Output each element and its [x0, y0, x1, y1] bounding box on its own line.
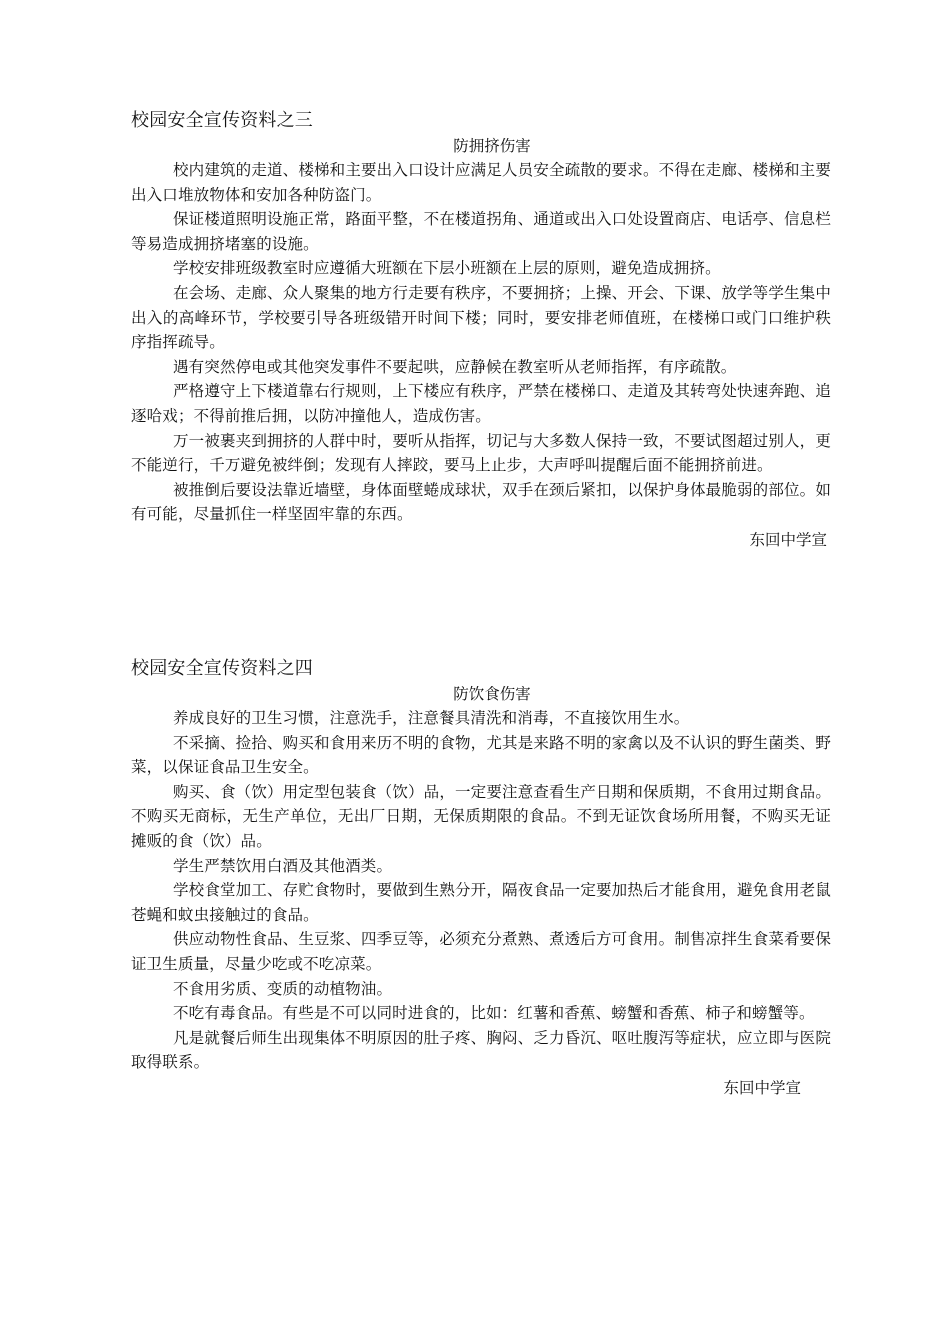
paragraph: 学校安排班级教室时应遵循大班额在下层小班额在上层的原则，避免造成拥挤。 [173, 259, 721, 278]
paragraph: 万一被裹夹到拥挤的人群中时，要听从指挥，切记与大多数人保持一致，不要试图超过别人，更不能逆行，千万避免被绊倒；发现有人摔跤，要马上止步，大声呼叫提醒后面不能拥挤前进。 [131, 431, 831, 475]
paragraph: 被推倒后要设法靠近墙壁，身体面壁蜷成球状，双手在颈后紧扣，以保护身体最脆弱的部位。如有可能，尽量抓住一样坚固牢靠的东西。 [131, 480, 831, 524]
paragraph: 保证楼道照明设施正常，路面平整，不在楼道拐角、通道或出入口处设置商店、电话亭、信息栏等易造成拥挤堵塞的设施。 [131, 210, 831, 253]
signature: 东回中学宣 [749, 530, 827, 549]
section-title: 校园安全宣传资料之四 [131, 658, 313, 679]
section-food-safety [131, 656, 831, 1101]
paragraph: 养成良好的卫生习惯，注意洗手，注意餐具清洗和消毒，不直接饮用生水。 [173, 709, 690, 727]
signature: 东回中学宣 [723, 1078, 801, 1097]
paragraph: 严格遵守上下楼道靠右行规则，上下楼应有秩序，严禁在楼梯口、走道及其转弯处快速奔跑、追逐哈戏；不得前推后拥，以防冲撞他人，造成伤害。 [131, 382, 831, 425]
paragraph: 不采摘、捡拾、购买和食用来历不明的食物，尤其是来路不明的家禽以及不认识的野生菌类、野菜，以保证食品卫生安全。 [131, 733, 831, 777]
section-subtitle: 防拥挤伤害 [453, 137, 531, 155]
paragraph: 在会场、走廊、众人聚集的地方行走要有秩序，不要拥挤；上操、开会、下课、放学等学生集中出入的高峰环节，学校要引导各班级错开时间下楼；同时，要安排老师值班，在楼梯口或门口维护秩序指挥疏导。 [131, 283, 831, 352]
section-title: 校园安全宣传资料之三 [131, 110, 313, 131]
paragraph: 不食用劣质、变质的动植物油。 [173, 979, 393, 998]
section-crowding-safety [131, 108, 831, 553]
paragraph: 供应动物性食品、生豆浆、四季豆等，必须充分煮熟、煮透后方可食用。制售凉拌生食菜肴要保证卫生质量，尽量少吃或不吃凉菜。 [131, 930, 831, 973]
paragraph: 学生严禁饮用白酒及其他酒类。 [173, 856, 393, 875]
paragraph: 不吃有毒食品。有些是不可以同时进食的，比如：红薯和香蕉、螃蟹和香蕉、柿子和螃蟹等。 [173, 1004, 815, 1023]
paragraph: 购买、食（饮）用定型包装食（饮）品，一定要注意查看生产日期和保质期，不食用过期食品。不购买无商标，无生产单位，无出厂日期，无保质期限的食品。不到无证饮食场所用餐，不购买无证摊贩的食（饮）品。 [131, 782, 831, 850]
paragraph: 校内建筑的走道、楼梯和主要出入口设计应满足人员安全疏散的要求。不得在走廊、楼梯和主要出入口堆放物体和安加各种防盗门。 [131, 161, 831, 204]
paragraph: 学校食堂加工、存贮食物时，要做到生熟分开，隔夜食品一定要加热后才能食用，避免食用老鼠苍蝇和蚊虫接触过的食品。 [131, 881, 831, 924]
paragraph: 遇有突然停电或其他突发事件不要起哄，应静候在教室听从老师指挥，有序疏散。 [173, 357, 737, 376]
paragraph: 凡是就餐后师生出现集体不明原因的肚子疼、胸闷、乏力昏沉、呕吐腹泻等症状，应立即与医院取得联系。 [131, 1028, 831, 1072]
section-subtitle: 防饮食伤害 [453, 685, 531, 703]
